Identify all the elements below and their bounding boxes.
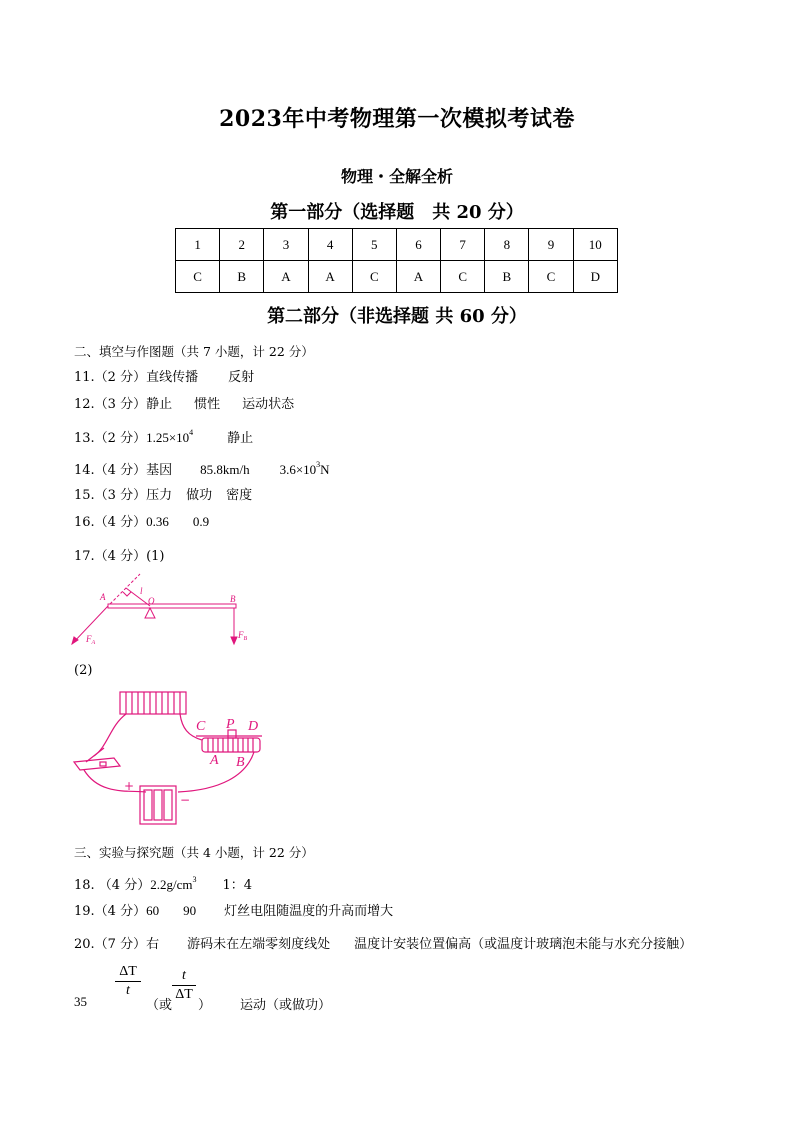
label-force-fb: [237, 630, 248, 642]
answer-cell: C: [176, 261, 220, 293]
answer-cell: B: [220, 261, 264, 293]
section3-heading: 三、实验与探究题（共 4 小题，计 22 分）: [74, 845, 314, 860]
fraction-2: [172, 968, 196, 1003]
battery-plus-sign: +: [124, 779, 135, 793]
rheostat-body: [202, 738, 260, 752]
answer-q16: [74, 511, 209, 530]
q19-answer-2: 90: [183, 903, 197, 918]
answer-cell: B: [485, 261, 529, 293]
lever-arm-line: [126, 588, 150, 606]
electromagnet-coil: [126, 692, 180, 714]
q14-answer-2: 85.8km/h: [200, 462, 250, 477]
q18-answer-1: [150, 877, 196, 893]
label-force-fb-main: F: [238, 630, 244, 640]
fraction-1: [115, 964, 141, 999]
q19-label: 19.（4 分）: [74, 904, 147, 919]
q20b-answer-2: 运动（或做功）: [240, 998, 332, 1013]
fraction-1-bar: [115, 981, 141, 982]
label-point-b: B: [230, 594, 236, 604]
q14-answer-3-exp: 3: [316, 460, 321, 469]
answer-cell: A: [308, 261, 352, 293]
question-number-cell: 2: [220, 229, 264, 261]
wire-switch-to-battery: [84, 770, 146, 792]
fraction-1-numerator: ΔT: [119, 964, 137, 979]
part2-heading: 第二部分（非选择题 共 60 分）: [267, 306, 527, 327]
q13-label: 13.（2 分）: [74, 431, 147, 446]
label-terminal-b: B: [236, 755, 245, 770]
q11-answer-1: 直线传播: [146, 370, 199, 385]
q18-answer-1-exp: 3: [192, 875, 197, 884]
part1-heading: 第一部分（选择题 共 20 分）: [270, 202, 524, 223]
answer-q13: [74, 427, 253, 446]
fraction-2-denominator: ΔT: [175, 987, 193, 1002]
answer-cell: C: [441, 261, 485, 293]
answer-q17-part2-label: (2): [74, 663, 93, 678]
q15-label: 15.（3 分）: [74, 488, 147, 503]
q15-answer-1: 压力: [146, 488, 173, 503]
q20b-answer-1: 35: [74, 994, 87, 1009]
circuit-diagram: [70, 686, 270, 830]
answer-q18: [74, 874, 252, 893]
question-number-cell: 5: [352, 229, 396, 261]
q14-label: 14.（4 分）: [74, 463, 147, 478]
q15-answer-2: 做功: [186, 488, 213, 503]
answer-cell: C: [529, 261, 573, 293]
force-fa-extension-line: [110, 574, 140, 604]
q19-answer-1: 60: [146, 903, 160, 918]
question-number-cell: 8: [485, 229, 529, 261]
answer-cell: C: [352, 261, 396, 293]
wire-coil-to-switch: [94, 714, 126, 756]
fraction-1-denominator: t: [126, 983, 130, 998]
lever-diagram: [66, 572, 266, 650]
q14-answer-3: [280, 462, 330, 478]
force-fb-arrowhead: [231, 637, 237, 644]
exam-subtitle: 物理・全解全析: [340, 167, 453, 186]
question-number-cell: 6: [396, 229, 440, 261]
q11-label: 11.（2 分）: [74, 370, 147, 385]
label-point-a: A: [100, 592, 106, 602]
answer-cell: A: [396, 261, 440, 293]
q16-answer-1: 0.36: [146, 514, 169, 529]
q14-answer-3-unit: N: [320, 462, 330, 477]
label-force-fb-sub: B: [243, 636, 248, 642]
question-number-cell: 4: [308, 229, 352, 261]
q20b-or-close: ）: [198, 998, 212, 1013]
answer-table-answer-row: [176, 261, 618, 293]
answer-q20: [74, 933, 692, 952]
label-slider-p: P: [226, 717, 235, 732]
q18-answer-2: 1：4: [222, 878, 253, 893]
q20-label: 20.（7 分）: [74, 937, 147, 952]
q16-answer-2: 0.9: [192, 514, 210, 529]
answer-q12: [74, 393, 294, 412]
q13-answer-1-base: 1.25×10: [146, 430, 190, 445]
q13-answer-1-exp: 4: [189, 428, 194, 437]
answer-cell: D: [573, 261, 617, 293]
answer-q11: [74, 366, 254, 385]
q14-answer-3-base: 3.6×10: [279, 462, 317, 477]
exam-title: 2023年中考物理第一次模拟考试卷: [219, 106, 575, 132]
q20-answer-2: 游码未在左端零刻度线处: [187, 937, 331, 952]
section2-heading: 二、填空与作图题（共 7 小题，计 22 分）: [74, 344, 314, 359]
answer-q19: [74, 900, 393, 919]
question-number-cell: 7: [441, 229, 485, 261]
answer-q14: [74, 459, 330, 478]
label-terminal-a: A: [210, 753, 219, 768]
fraction-2-bar: [172, 985, 196, 986]
switch-base: [74, 758, 120, 770]
q16-label: 16.（4 分）: [74, 515, 147, 530]
q20-answer-3: 温度计安装位置偏高（或温度计玻璃泡未能与水充分接触）: [354, 937, 693, 952]
rheostat-coil: [208, 738, 253, 752]
label-terminal-c: C: [196, 719, 206, 734]
label-terminal-d: D: [248, 719, 259, 734]
q14-answer-1: 基因: [146, 463, 173, 478]
q13-answer-2: 静止: [227, 431, 254, 446]
label-point-o: O: [148, 596, 155, 606]
q18-answer-1-base: 2.2g/cm: [150, 877, 193, 892]
answer-q15: [74, 484, 252, 503]
q13-answer-1: [146, 430, 193, 446]
q15-answer-3: 密度: [226, 488, 253, 503]
battery-minus-sign: −: [180, 793, 191, 807]
q18-label: 18. （4 分）: [74, 878, 151, 893]
q12-answer-2: 惯性: [194, 397, 221, 412]
q12-answer-3: 运动状态: [242, 397, 295, 412]
label-force-fa: [85, 634, 96, 646]
q20-answer-1: 右: [146, 937, 160, 952]
question-number-cell: 3: [264, 229, 308, 261]
q12-answer-1: 静止: [146, 397, 173, 412]
question-number-cell: 9: [529, 229, 573, 261]
answer-q17-part1-label: 17.（4 分）(1): [74, 549, 165, 564]
switch-terminal: [100, 762, 106, 766]
q12-label: 12.（3 分）: [74, 397, 147, 412]
answer-cell: A: [264, 261, 308, 293]
label-force-fa-sub: A: [91, 640, 96, 646]
fulcrum-triangle: [145, 608, 155, 618]
q19-answer-3: 灯丝电阻随温度的升高而增大: [224, 904, 394, 919]
fraction-2-numerator: t: [182, 968, 186, 983]
question-number-cell: 10: [573, 229, 617, 261]
question-number-cell: 1: [176, 229, 220, 261]
q11-answer-2: 反射: [228, 370, 255, 385]
answer-table-number-row: [176, 229, 618, 261]
electromagnet-core: [120, 692, 186, 714]
lever-bar: [108, 604, 236, 608]
q20b-or-open: （或: [146, 998, 173, 1013]
answer-table: [175, 228, 618, 293]
label-arm-l: l: [140, 586, 143, 596]
label-force-fa-main: F: [86, 634, 92, 644]
right-angle-mark: [123, 592, 131, 596]
